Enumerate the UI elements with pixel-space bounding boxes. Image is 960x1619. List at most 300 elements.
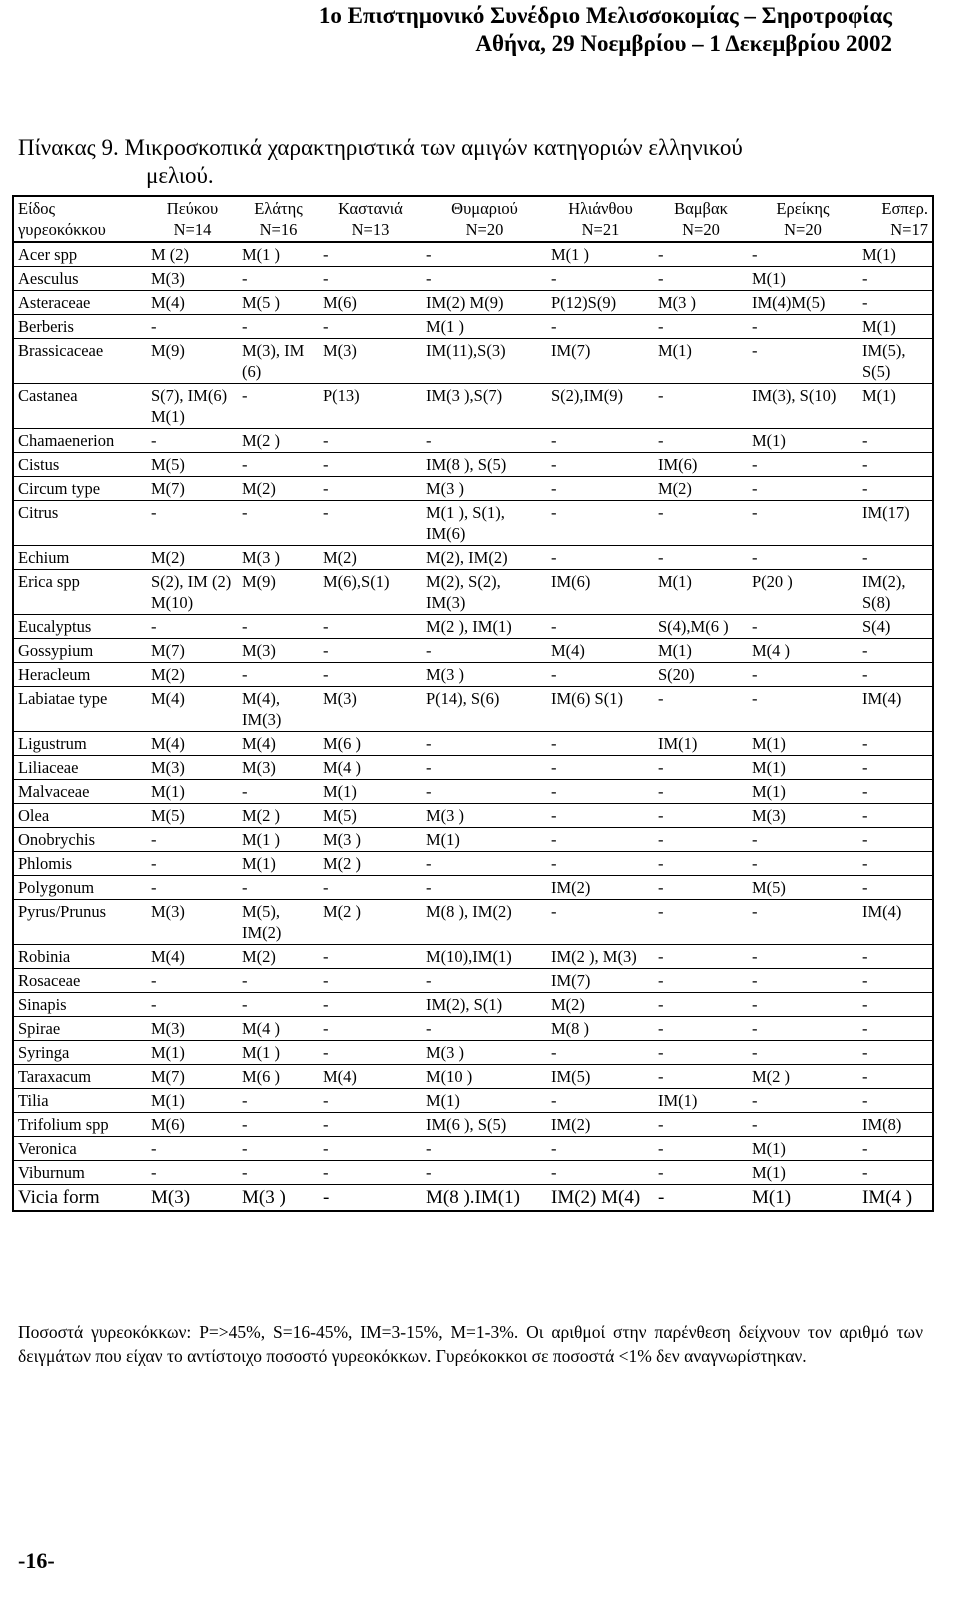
pollen-value-cell: M(1): [147, 1089, 238, 1113]
pollen-value-cell: M(3): [748, 804, 858, 828]
pollen-value-cell: M(6 ): [319, 732, 422, 756]
pollen-value-cell: M(3 ): [422, 663, 547, 687]
pollen-value-cell: -: [858, 1089, 933, 1113]
species-name-cell: Trifolium spp: [13, 1113, 147, 1137]
pollen-value-cell: -: [547, 756, 654, 780]
pollen-value-cell: -: [422, 756, 547, 780]
column-header-count: N=16: [259, 220, 298, 239]
pollen-value-cell: -: [858, 876, 933, 900]
species-name-cell: Robinia: [13, 945, 147, 969]
pollen-value-cell: -: [547, 1041, 654, 1065]
pollen-value-cell: -: [748, 945, 858, 969]
pollen-value-cell: -: [654, 756, 748, 780]
pollen-value-cell: IM(6) S(1): [547, 687, 654, 732]
pollen-value-cell: -: [654, 1185, 748, 1212]
pollen-table: [12, 195, 934, 1212]
pollen-value-cell: M(2): [654, 477, 748, 501]
pollen-value-cell: M(1): [748, 1185, 858, 1212]
pollen-value-cell: -: [238, 384, 319, 429]
pollen-value-cell: -: [238, 1089, 319, 1113]
pollen-value-cell: -: [858, 1017, 933, 1041]
pollen-value-cell: P(20 ): [748, 570, 858, 615]
page-header: [319, 2, 892, 58]
pollen-value-cell: -: [319, 453, 422, 477]
pollen-value-cell: -: [547, 315, 654, 339]
pollen-value-cell: -: [238, 1161, 319, 1185]
column-header-count: N=20: [465, 220, 504, 239]
pollen-value-cell: -: [238, 969, 319, 993]
pollen-value-cell: -: [422, 1161, 547, 1185]
pollen-value-cell: IM(4 ): [858, 1185, 933, 1212]
pollen-value-cell: -: [147, 1137, 238, 1161]
pollen-value-cell: -: [748, 242, 858, 267]
pollen-value-cell: M(2 ): [238, 804, 319, 828]
pollen-value-cell: IM(4): [858, 900, 933, 945]
pollen-value-cell: M(2): [238, 945, 319, 969]
species-name-cell: Taraxacum: [13, 1065, 147, 1089]
pollen-value-cell: -: [319, 1185, 422, 1212]
pollen-value-cell: M(4): [147, 945, 238, 969]
pollen-value-cell: IM(3), S(10): [748, 384, 858, 429]
pollen-value-cell: IM(1): [654, 1089, 748, 1113]
pollen-value-cell: M(4): [147, 291, 238, 315]
table-row: [13, 756, 933, 780]
column-header: [748, 196, 858, 242]
species-name-cell: Sinapis: [13, 993, 147, 1017]
species-name-cell: Polygonum: [13, 876, 147, 900]
pollen-value-cell: -: [654, 267, 748, 291]
column-header: [858, 196, 933, 242]
pollen-value-cell: M(6): [319, 291, 422, 315]
pollen-value-cell: -: [654, 546, 748, 570]
pollen-value-cell: M(3 ): [238, 1185, 319, 1212]
pollen-value-cell: S(20): [654, 663, 748, 687]
pollen-value-cell: M(3), IM (6): [238, 339, 319, 384]
column-header-label: Βαμβακ: [674, 199, 728, 218]
pollen-value-cell: IM(2 ), M(3): [547, 945, 654, 969]
table-caption: [18, 134, 918, 190]
table-row: [13, 780, 933, 804]
column-header-label: Θυμαριού: [451, 199, 518, 218]
pollen-value-cell: M(1): [748, 1137, 858, 1161]
species-name-cell: Acer spp: [13, 242, 147, 267]
pollen-value-cell: -: [748, 477, 858, 501]
pollen-value-cell: -: [147, 615, 238, 639]
pollen-value-cell: M(7): [147, 477, 238, 501]
pollen-value-cell: M(6),S(1): [319, 570, 422, 615]
pollen-value-cell: -: [422, 852, 547, 876]
species-name-cell: Chamaenerion: [13, 429, 147, 453]
table-row: [13, 663, 933, 687]
pollen-value-cell: M(5), IM(2): [238, 900, 319, 945]
pollen-value-cell: M(3): [147, 1017, 238, 1041]
column-header-count: N=14: [173, 220, 212, 239]
table-header: [13, 196, 933, 242]
pollen-value-cell: -: [547, 1089, 654, 1113]
table-row: [13, 969, 933, 993]
pollen-value-cell: M(5): [748, 876, 858, 900]
pollen-value-cell: M(5): [319, 804, 422, 828]
pollen-value-cell: -: [748, 828, 858, 852]
pollen-value-cell: -: [654, 828, 748, 852]
species-name-cell: Veronica: [13, 1137, 147, 1161]
pollen-value-cell: -: [748, 900, 858, 945]
species-name-cell: Spirae: [13, 1017, 147, 1041]
pollen-value-cell: -: [748, 315, 858, 339]
pollen-value-cell: -: [654, 1161, 748, 1185]
pollen-value-cell: M(1): [858, 315, 933, 339]
table-row: [13, 267, 933, 291]
pollen-value-cell: S(4),M(6 ): [654, 615, 748, 639]
pollen-value-cell: -: [858, 780, 933, 804]
column-header: [654, 196, 748, 242]
species-name-cell: Asteraceae: [13, 291, 147, 315]
pollen-value-cell: -: [319, 1137, 422, 1161]
table-row: [13, 828, 933, 852]
pollen-value-cell: -: [422, 1017, 547, 1041]
pollen-value-cell: -: [654, 900, 748, 945]
pollen-value-cell: -: [319, 1089, 422, 1113]
pollen-value-cell: -: [858, 993, 933, 1017]
species-name-cell: Berberis: [13, 315, 147, 339]
pollen-value-cell: -: [147, 501, 238, 546]
pollen-value-cell: -: [748, 1113, 858, 1137]
species-name-cell: Viburnum: [13, 1161, 147, 1185]
pollen-value-cell: -: [858, 852, 933, 876]
pollen-value-cell: -: [547, 477, 654, 501]
pollen-value-cell: M(1): [748, 756, 858, 780]
column-header-count: N=20: [682, 220, 720, 239]
table-row: [13, 615, 933, 639]
pollen-value-cell: M(5): [147, 804, 238, 828]
pollen-value-cell: -: [147, 993, 238, 1017]
pollen-value-cell: M(1): [748, 780, 858, 804]
table-row: [13, 852, 933, 876]
conference-dates: Αθήνα, 29 Νοεμβρίου – 1 Δεκεμβρίου 2002: [475, 31, 892, 56]
pollen-value-cell: IM(6): [654, 453, 748, 477]
pollen-value-cell: -: [238, 780, 319, 804]
species-name-cell: Heracleum: [13, 663, 147, 687]
pollen-value-cell: M(3): [147, 756, 238, 780]
pollen-value-cell: -: [654, 780, 748, 804]
column-header-label: Ελάτης: [254, 199, 303, 218]
table-row: [13, 570, 933, 615]
pollen-value-cell: IM(2), S(8): [858, 570, 933, 615]
pollen-value-cell: -: [748, 1017, 858, 1041]
column-header-label: Πεύκου: [166, 199, 219, 218]
table-caption-line2: μελιού.: [146, 163, 214, 188]
pollen-value-cell: M(2 ): [319, 900, 422, 945]
table-row: [13, 339, 933, 384]
pollen-value-cell: IM(4)M(5): [748, 291, 858, 315]
species-name-cell: Tilia: [13, 1089, 147, 1113]
page-number: -16-: [18, 1548, 55, 1573]
pollen-value-cell: M(3 ): [654, 291, 748, 315]
pollen-value-cell: -: [858, 828, 933, 852]
pollen-value-cell: M(4): [147, 687, 238, 732]
pollen-value-cell: M(8 ): [547, 1017, 654, 1041]
pollen-value-cell: -: [238, 267, 319, 291]
pollen-value-cell: -: [547, 615, 654, 639]
pollen-value-cell: -: [858, 453, 933, 477]
pollen-value-cell: M(1): [147, 1041, 238, 1065]
pollen-value-cell: -: [319, 993, 422, 1017]
pollen-value-cell: M(3 ): [238, 546, 319, 570]
pollen-value-cell: -: [654, 501, 748, 546]
pollen-value-cell: P(14), S(6): [422, 687, 547, 732]
pollen-value-cell: -: [422, 242, 547, 267]
pollen-value-cell: P(13): [319, 384, 422, 429]
pollen-value-cell: -: [654, 242, 748, 267]
pollen-value-cell: -: [547, 546, 654, 570]
pollen-value-cell: -: [238, 501, 319, 546]
species-name-cell: Pyrus/Prunus: [13, 900, 147, 945]
pollen-value-cell: -: [147, 852, 238, 876]
column-header-count: N=17: [890, 220, 928, 239]
pollen-value-cell: -: [547, 900, 654, 945]
pollen-value-cell: -: [654, 1065, 748, 1089]
pollen-value-cell: -: [319, 615, 422, 639]
pollen-value-cell: M(4 ): [238, 1017, 319, 1041]
species-name-cell: Brassicaceae: [13, 339, 147, 384]
pollen-value-cell: -: [654, 429, 748, 453]
pollen-value-cell: M(2 ): [748, 1065, 858, 1089]
pollen-value-cell: M(1): [147, 780, 238, 804]
pollen-value-cell: IM(2), S(1): [422, 993, 547, 1017]
pollen-value-cell: -: [319, 1161, 422, 1185]
pollen-value-cell: IM(11),S(3): [422, 339, 547, 384]
table-row: [13, 477, 933, 501]
pollen-value-cell: -: [654, 315, 748, 339]
pollen-value-cell: -: [654, 945, 748, 969]
pollen-value-cell: -: [858, 1065, 933, 1089]
table-row: [13, 876, 933, 900]
table-row: [13, 242, 933, 267]
column-header-count: N=20: [784, 220, 822, 239]
species-name-cell: Eucalyptus: [13, 615, 147, 639]
pollen-value-cell: IM(5): [547, 1065, 654, 1089]
pollen-value-cell: IM(2): [547, 876, 654, 900]
pollen-value-cell: -: [238, 663, 319, 687]
pollen-value-cell: -: [238, 315, 319, 339]
pollen-value-cell: -: [547, 804, 654, 828]
pollen-value-cell: IM(8 ), S(5): [422, 453, 547, 477]
pollen-value-cell: -: [319, 242, 422, 267]
pollen-value-cell: M(4): [319, 1065, 422, 1089]
pollen-value-cell: -: [858, 969, 933, 993]
table-row: [13, 639, 933, 663]
pollen-value-cell: -: [319, 267, 422, 291]
table-row: [13, 1065, 933, 1089]
species-name-cell: Liliaceae: [13, 756, 147, 780]
pollen-value-cell: -: [147, 876, 238, 900]
column-header: [547, 196, 654, 242]
pollen-value-cell: M(1): [422, 828, 547, 852]
pollen-value-cell: -: [858, 756, 933, 780]
pollen-value-cell: -: [147, 1161, 238, 1185]
species-name-cell: Castanea: [13, 384, 147, 429]
column-header-count: N=13: [351, 220, 390, 239]
species-name-cell: Cistus: [13, 453, 147, 477]
table-body: [13, 242, 933, 1211]
pollen-value-cell: -: [858, 1041, 933, 1065]
table-row: [13, 945, 933, 969]
pollen-value-cell: -: [748, 1089, 858, 1113]
pollen-value-cell: -: [422, 780, 547, 804]
pollen-value-cell: -: [319, 315, 422, 339]
pollen-value-cell: M(3 ): [422, 477, 547, 501]
pollen-value-cell: M(7): [147, 1065, 238, 1089]
pollen-value-cell: IM(3 ),S(7): [422, 384, 547, 429]
pollen-value-cell: M(8 ), IM(2): [422, 900, 547, 945]
pollen-value-cell: -: [422, 639, 547, 663]
pollen-value-cell: -: [547, 429, 654, 453]
table-row: [13, 546, 933, 570]
pollen-value-cell: S(2),IM(9): [547, 384, 654, 429]
pollen-value-cell: -: [238, 876, 319, 900]
pollen-value-cell: M(9): [147, 339, 238, 384]
species-name-cell: Circum type: [13, 477, 147, 501]
pollen-value-cell: M(2 ): [238, 429, 319, 453]
pollen-value-cell: -: [654, 876, 748, 900]
pollen-value-cell: P(12)S(9): [547, 291, 654, 315]
table-row: [13, 501, 933, 546]
pollen-value-cell: M(2): [147, 663, 238, 687]
pollen-value-cell: M(9): [238, 570, 319, 615]
column-header: [238, 196, 319, 242]
pollen-value-cell: M(1): [319, 780, 422, 804]
pollen-value-cell: -: [319, 1017, 422, 1041]
pollen-value-cell: -: [238, 1113, 319, 1137]
pollen-value-cell: M(4 ): [748, 639, 858, 663]
species-name-cell: Erica spp: [13, 570, 147, 615]
pollen-value-cell: -: [654, 993, 748, 1017]
table-row: [13, 1137, 933, 1161]
species-name-cell: Echium: [13, 546, 147, 570]
species-name-cell: Onobrychis: [13, 828, 147, 852]
pollen-value-cell: -: [422, 429, 547, 453]
pollen-value-cell: -: [319, 639, 422, 663]
pollen-value-cell: M(5): [147, 453, 238, 477]
pollen-value-cell: -: [858, 477, 933, 501]
table-row: [13, 1161, 933, 1185]
table-row: [13, 804, 933, 828]
pollen-value-cell: M(2), IM(2): [422, 546, 547, 570]
pollen-value-cell: S(7), IM(6) M(1): [147, 384, 238, 429]
pollen-value-cell: -: [319, 1113, 422, 1137]
column-header-label: Είδος: [18, 199, 56, 218]
pollen-value-cell: -: [422, 876, 547, 900]
pollen-value-cell: M(1): [748, 267, 858, 291]
pollen-value-cell: M(10),IM(1): [422, 945, 547, 969]
pollen-value-cell: M(1): [654, 570, 748, 615]
pollen-value-cell: -: [238, 1137, 319, 1161]
pollen-value-cell: M(2 ), IM(1): [422, 615, 547, 639]
pollen-value-cell: -: [147, 429, 238, 453]
pollen-value-cell: -: [422, 267, 547, 291]
footnote: Ποσοστά γυρεοκόκκων: P=>45%, S=16-45%, IM=3-15%, M=1-3%. Οι αριθμοί στην παρένθεση δείχνουν τον αριθμό των δειγμάτων που είχαν το αντίστοιχο ποσοστό γυρεοκόκκων. Γυρεόκοκκοι σε ποσοστά <1% δεν αναγνωρίστηκαν.: [18, 1322, 923, 1366]
species-name-cell: Labiatae type: [13, 687, 147, 732]
pollen-value-cell: M(1): [858, 242, 933, 267]
pollen-value-cell: IM(4): [858, 687, 933, 732]
species-name-cell: Phlomis: [13, 852, 147, 876]
pollen-value-cell: M(3): [147, 267, 238, 291]
pollen-value-cell: -: [547, 453, 654, 477]
pollen-value-cell: M(1 ): [238, 1041, 319, 1065]
pollen-value-cell: M(3 ): [422, 804, 547, 828]
pollen-value-cell: -: [319, 945, 422, 969]
pollen-value-cell: -: [547, 663, 654, 687]
pollen-value-cell: -: [238, 453, 319, 477]
pollen-value-cell: -: [547, 267, 654, 291]
column-header: [422, 196, 547, 242]
pollen-value-cell: -: [748, 663, 858, 687]
pollen-value-cell: -: [147, 828, 238, 852]
pollen-value-cell: M(1 ): [422, 315, 547, 339]
pollen-value-cell: IM(6 ), S(5): [422, 1113, 547, 1137]
pollen-value-cell: M(3): [238, 756, 319, 780]
pollen-value-cell: -: [654, 687, 748, 732]
species-name-cell: Malvaceae: [13, 780, 147, 804]
pollen-value-cell: -: [654, 1113, 748, 1137]
pollen-value-cell: -: [422, 1137, 547, 1161]
pollen-value-cell: S(4): [858, 615, 933, 639]
pollen-value-cell: M(4): [547, 639, 654, 663]
pollen-value-cell: -: [748, 969, 858, 993]
pollen-value-cell: M(1): [654, 339, 748, 384]
pollen-value-cell: IM(5), S(5): [858, 339, 933, 384]
table-row: [13, 1089, 933, 1113]
pollen-value-cell: M(3): [147, 1185, 238, 1212]
pollen-value-cell: M(1): [748, 1161, 858, 1185]
pollen-value-cell: -: [654, 1017, 748, 1041]
pollen-value-cell: -: [319, 477, 422, 501]
pollen-value-cell: -: [319, 663, 422, 687]
pollen-value-cell: IM(1): [654, 732, 748, 756]
table-row: [13, 429, 933, 453]
pollen-value-cell: IM(2): [547, 1113, 654, 1137]
pollen-value-cell: M(6): [147, 1113, 238, 1137]
pollen-value-cell: M(4 ): [319, 756, 422, 780]
pollen-value-cell: -: [654, 1041, 748, 1065]
pollen-value-cell: -: [654, 804, 748, 828]
pollen-value-cell: -: [547, 1137, 654, 1161]
pollen-value-cell: M(1 ): [547, 242, 654, 267]
pollen-value-cell: IM(7): [547, 339, 654, 384]
pollen-value-cell: M(2 ): [319, 852, 422, 876]
table-caption-line1: Πίνακας 9. Μικροσκοπικά χαρακτηριστικά των αμιγών κατηγοριών ελληνικού: [18, 135, 743, 160]
pollen-value-cell: -: [319, 876, 422, 900]
pollen-value-cell: M(2): [147, 546, 238, 570]
pollen-value-cell: -: [748, 852, 858, 876]
table-row: [13, 1113, 933, 1137]
pollen-value-cell: -: [748, 1041, 858, 1065]
pollen-value-cell: IM(2) M(4): [547, 1185, 654, 1212]
pollen-value-cell: IM(17): [858, 501, 933, 546]
pollen-value-cell: M(10 ): [422, 1065, 547, 1089]
pollen-value-cell: M(1 ): [238, 828, 319, 852]
pollen-value-cell: -: [858, 546, 933, 570]
pollen-value-cell: -: [748, 453, 858, 477]
table-row: [13, 1041, 933, 1065]
species-name-cell: Citrus: [13, 501, 147, 546]
pollen-value-cell: IM(6): [547, 570, 654, 615]
column-header-label: Καστανιά: [338, 199, 403, 218]
pollen-value-cell: -: [858, 732, 933, 756]
column-header-label: Εσπερ.: [881, 199, 928, 218]
species-name-cell: Gossypium: [13, 639, 147, 663]
pollen-value-cell: -: [858, 1161, 933, 1185]
